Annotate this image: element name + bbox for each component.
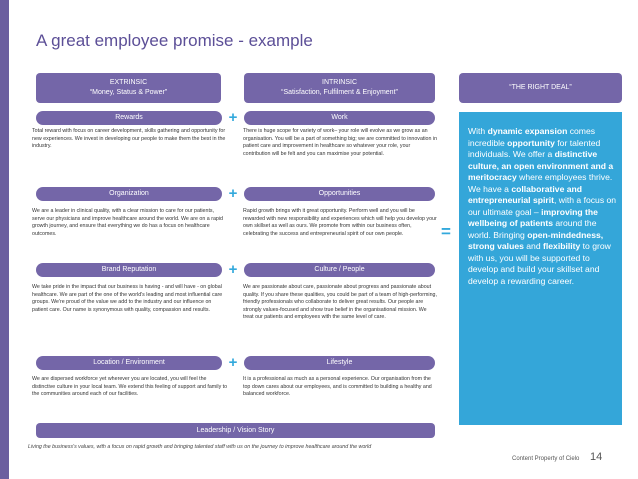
work-bar: Work	[244, 111, 435, 125]
page-number: 14	[590, 451, 603, 463]
deal-text-emphasis: opportunity	[507, 137, 555, 148]
left-accent-bar	[0, 0, 9, 479]
deal-text-emphasis: collaborative and entrepreneurial spirit	[468, 183, 583, 205]
footer-caption: Living the business's values, with a focus on rapid growth and bringing talented staff with us on the journey to improve healthcare around the world	[28, 444, 372, 450]
right-deal-text	[468, 126, 618, 287]
deal-text-segment: With	[468, 126, 488, 136]
intrinsic-heading: INTRINSIC	[322, 79, 357, 86]
organization-description: We are a leader in clinical quality, with a clear mission to care for our patients, serve our physicians and improve healthcare around the world. We are on a rapid growth journey, and ensure that everything we do has a focus on healthcare outcomes.	[32, 208, 223, 237]
location-environment-description: We are dispersed workforce yet wherever you are located, you will feel the distinctive culture in your local team. We extend this feeling of support and family to the communities around each of our facilities.	[32, 376, 228, 397]
extrinsic-subheading: “Money, Status & Power”	[89, 89, 168, 96]
extrinsic-heading: EXTRINSIC	[109, 79, 148, 86]
location-environment-bar: Location / Environment	[36, 356, 222, 370]
rewards-bar: Rewards	[36, 111, 222, 125]
deal-text-segment: for talented individuals. We offer a	[468, 137, 601, 159]
culture-people-bar: Culture / People	[244, 263, 435, 277]
deal-text-segment: and	[523, 241, 544, 251]
right-deal-heading: “THE RIGHT DEAL”	[509, 84, 572, 91]
opportunities-description: Rapid growth brings with it great opportunity. Perform well and you will be rewarded with new responsibility and experiences which will help you develop your own skillset as well as ours. We promote from within our business often, celebrating the success and entrepreneurial spirit of our own people.	[243, 208, 437, 237]
deal-text-emphasis: distinctive culture, an open environment and a meritocracy	[468, 149, 614, 182]
intrinsic-subheading: “Satisfaction, Fulfilment & Enjoyment”	[281, 89, 398, 96]
leadership-vision-bar: Leadership / Vision Story	[36, 423, 435, 438]
intrinsic-header	[244, 73, 435, 103]
brand-reputation-description: We take pride in the impact that our business is having - and will have - on global healthcare. We are part of the one of the world's leading and most influential care groups. We're proud of the value we add to the industry and our influence on patient care. Our name is synonymous with quality, compassion and results.	[32, 284, 223, 313]
lifestyle-bar: Lifestyle	[244, 356, 435, 370]
content-property-label: Content Property of Cielo	[512, 456, 580, 462]
plus-operator: +	[228, 185, 238, 202]
rewards-description: Total reward with focus on career development, skills gathering and opportunity for new experiences. We invest in developing our people to make them the best in the industry.	[32, 128, 226, 149]
deal-text-segment: where employees thrive. We have a	[468, 172, 613, 194]
lifestyle-description: It is a professional as much as a personal experience. Our organisation from the top down cares about our employees, and is committed to building a healthy and balanced workforce.	[243, 376, 432, 397]
opportunities-bar: Opportunities	[244, 187, 435, 201]
deal-text-segment: , with a focus on our ultimate goal –	[468, 195, 617, 217]
culture-people-description: We are passionate about care, passionate about progress and passionate about quality. If you share these qualities, you could be part of a team of high-performing, friendly professionals who collaborate to deliver great results. Our people are strongly values-focused and show true belief in the organisational mission. We treat our patients and employees with the same level of care.	[243, 284, 437, 320]
plus-operator: +	[228, 109, 238, 126]
deal-text-emphasis: flexibility	[543, 241, 581, 251]
work-description: There is huge scope for variety of work– your role will evolve as we grow as an organisation. You will be a part of something big; we are committed to innovation in patient care and improvement in healthcare so whatever your role, your contribution will be felt and you can maximise your potential.	[243, 128, 438, 157]
plus-operator: +	[228, 354, 238, 371]
organization-bar: Organization	[36, 187, 222, 201]
deal-text-segment: around the world. Bringing	[468, 218, 597, 240]
plus-operator: +	[228, 261, 238, 278]
equals-operator: =	[441, 222, 451, 241]
deal-text-emphasis: open-mindedness, strong values	[468, 229, 604, 251]
deal-text-segment: comes incredible	[468, 126, 596, 148]
extrinsic-header	[36, 73, 221, 103]
right-deal-header	[459, 73, 622, 103]
brand-reputation-bar: Brand Reputation	[36, 263, 222, 277]
deal-text-segment: to grow with us, you will be supported to develop and build your skillset and develop a rewarding career.	[468, 241, 611, 286]
deal-text-emphasis: dynamic expansion	[487, 126, 568, 136]
deal-text-emphasis: improving the wellbeing of patients	[468, 206, 598, 228]
page-title: A great employee promise - example	[36, 31, 313, 50]
